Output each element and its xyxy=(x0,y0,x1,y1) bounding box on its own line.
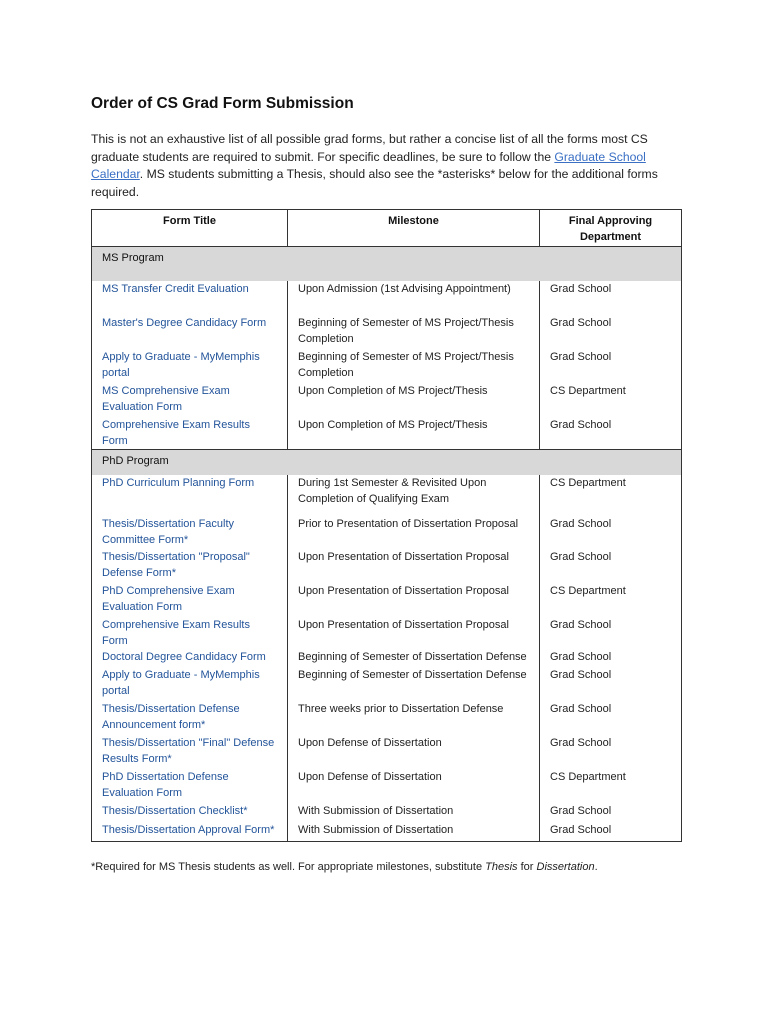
form-title-link[interactable]: Comprehensive Exam Results Form xyxy=(102,619,250,647)
form-title-link[interactable]: Thesis/Dissertation "Proposal" Defense Form* xyxy=(102,551,250,579)
forms-table xyxy=(91,209,682,842)
table-row xyxy=(92,281,682,315)
department-cell: CS Department xyxy=(540,769,682,803)
milestone-cell: Upon Presentation of Dissertation Proposal xyxy=(288,617,540,649)
form-title-link[interactable]: Doctoral Degree Candidacy Form xyxy=(102,651,266,663)
table-row xyxy=(92,549,682,583)
header-department: Final Approving Department xyxy=(540,210,682,247)
milestone-cell: Beginning of Semester of MS Project/Thesis Completion xyxy=(288,315,540,349)
footnote-text-middle: for xyxy=(517,861,537,873)
table-row xyxy=(92,475,682,516)
form-title-link[interactable]: Thesis/Dissertation Defense Announcement form* xyxy=(102,703,240,731)
milestone-cell: Upon Completion of MS Project/Thesis xyxy=(288,383,540,417)
graduate-school-calendar-link[interactable]: Graduate School Calendar xyxy=(91,149,646,181)
department-cell: Grad School xyxy=(540,349,682,383)
table-row xyxy=(92,417,682,450)
table-row xyxy=(92,383,682,417)
phd-section-label: PhD Program xyxy=(92,450,682,476)
section-row-phd xyxy=(92,450,682,476)
milestone-cell: With Submission of Dissertation xyxy=(288,803,540,822)
table-row xyxy=(92,822,682,842)
intro-paragraph xyxy=(91,131,681,201)
milestone-cell: Upon Admission (1st Advising Appointment) xyxy=(288,281,540,315)
footnote xyxy=(91,861,681,873)
department-cell: Grad School xyxy=(540,617,682,649)
footnote-word-dissertation: Dissertation xyxy=(536,861,595,873)
table-row xyxy=(92,735,682,769)
table-row xyxy=(92,349,682,383)
milestone-cell: Upon Presentation of Dissertation Proposal xyxy=(288,549,540,583)
header-milestone: Milestone xyxy=(288,210,540,247)
form-title-link[interactable]: PhD Dissertation Defense Evaluation Form xyxy=(102,771,229,799)
section-row-ms xyxy=(92,247,682,282)
department-cell: Grad School xyxy=(540,649,682,667)
department-cell: Grad School xyxy=(540,516,682,549)
document-page xyxy=(91,95,681,884)
department-cell: CS Department xyxy=(540,583,682,617)
page-title: Order of CS Grad Form Submission xyxy=(91,95,354,112)
table-header-row xyxy=(92,210,682,247)
intro-text-start: This is not an exhaustive list of all possible grad forms, but rather a concise list of all the forms most CS graduate students are required to submit. For specific deadlines, be sure to follow the xyxy=(91,132,648,164)
table-row xyxy=(92,649,682,667)
form-title-link[interactable]: MS Transfer Credit Evaluation xyxy=(102,283,249,295)
department-cell: Grad School xyxy=(540,417,682,450)
table-row xyxy=(92,701,682,735)
milestone-cell: Beginning of Semester of Dissertation Defense xyxy=(288,649,540,667)
milestone-cell: Beginning of Semester of MS Project/Thesis Completion xyxy=(288,349,540,383)
milestone-cell: Three weeks prior to Dissertation Defense xyxy=(288,701,540,735)
department-cell: Grad School xyxy=(540,822,682,842)
ms-program-section xyxy=(92,247,682,450)
footnote-text-start: *Required for MS Thesis students as well. For appropriate milestones, substitute xyxy=(91,861,486,873)
ms-section-label: MS Program xyxy=(92,247,682,282)
form-title-link[interactable]: MS Comprehensive Exam Evaluation Form xyxy=(102,385,230,413)
form-title-link[interactable]: Thesis/Dissertation Checklist* xyxy=(102,805,248,817)
header-form-title: Form Title xyxy=(92,210,288,247)
department-cell: Grad School xyxy=(540,281,682,315)
department-cell: Grad School xyxy=(540,735,682,769)
milestone-cell: Prior to Presentation of Dissertation Proposal xyxy=(288,516,540,549)
form-title-link[interactable]: Thesis/Dissertation "Final" Defense Results Form* xyxy=(102,737,275,765)
department-cell: CS Department xyxy=(540,383,682,417)
intro-text-end: . MS students submitting a Thesis, should also see the *asterisks* below for the additional forms required. xyxy=(91,167,658,199)
form-title-link[interactable]: Master's Degree Candidacy Form xyxy=(102,317,267,329)
form-title-link[interactable]: Thesis/Dissertation Faculty Committee Form* xyxy=(102,518,235,546)
phd-program-section xyxy=(92,450,682,842)
form-title-link[interactable]: Thesis/Dissertation Approval Form* xyxy=(102,824,275,836)
milestone-cell: Beginning of Semester of Dissertation Defense xyxy=(288,667,540,701)
milestone-cell: Upon Completion of MS Project/Thesis xyxy=(288,417,540,450)
footnote-word-thesis: Thesis xyxy=(485,861,518,873)
table-row xyxy=(92,583,682,617)
milestone-cell: Upon Defense of Dissertation xyxy=(288,769,540,803)
footnote-text-end: . xyxy=(594,861,598,873)
department-cell: Grad School xyxy=(540,667,682,701)
milestone-cell: Upon Presentation of Dissertation Proposal xyxy=(288,583,540,617)
department-cell: Grad School xyxy=(540,549,682,583)
form-title-link[interactable]: Apply to Graduate - MyMemphis portal xyxy=(102,351,260,379)
table-row xyxy=(92,516,682,549)
table-row xyxy=(92,617,682,649)
department-cell: Grad School xyxy=(540,315,682,349)
department-cell: Grad School xyxy=(540,701,682,735)
department-cell: CS Department xyxy=(540,475,682,516)
table-row xyxy=(92,667,682,701)
milestone-cell: Upon Defense of Dissertation xyxy=(288,735,540,769)
form-title-link[interactable]: PhD Comprehensive Exam Evaluation Form xyxy=(102,585,235,613)
form-title-link[interactable]: Apply to Graduate - MyMemphis portal xyxy=(102,669,260,697)
table-row xyxy=(92,803,682,822)
form-title-link[interactable]: Comprehensive Exam Results Form xyxy=(102,419,250,447)
table-row xyxy=(92,315,682,349)
form-title-link[interactable]: PhD Curriculum Planning Form xyxy=(102,477,255,489)
milestone-cell: With Submission of Dissertation xyxy=(288,822,540,842)
milestone-cell: During 1st Semester & Revisited Upon Completion of Qualifying Exam xyxy=(288,475,540,516)
table-row xyxy=(92,769,682,803)
department-cell: Grad School xyxy=(540,803,682,822)
